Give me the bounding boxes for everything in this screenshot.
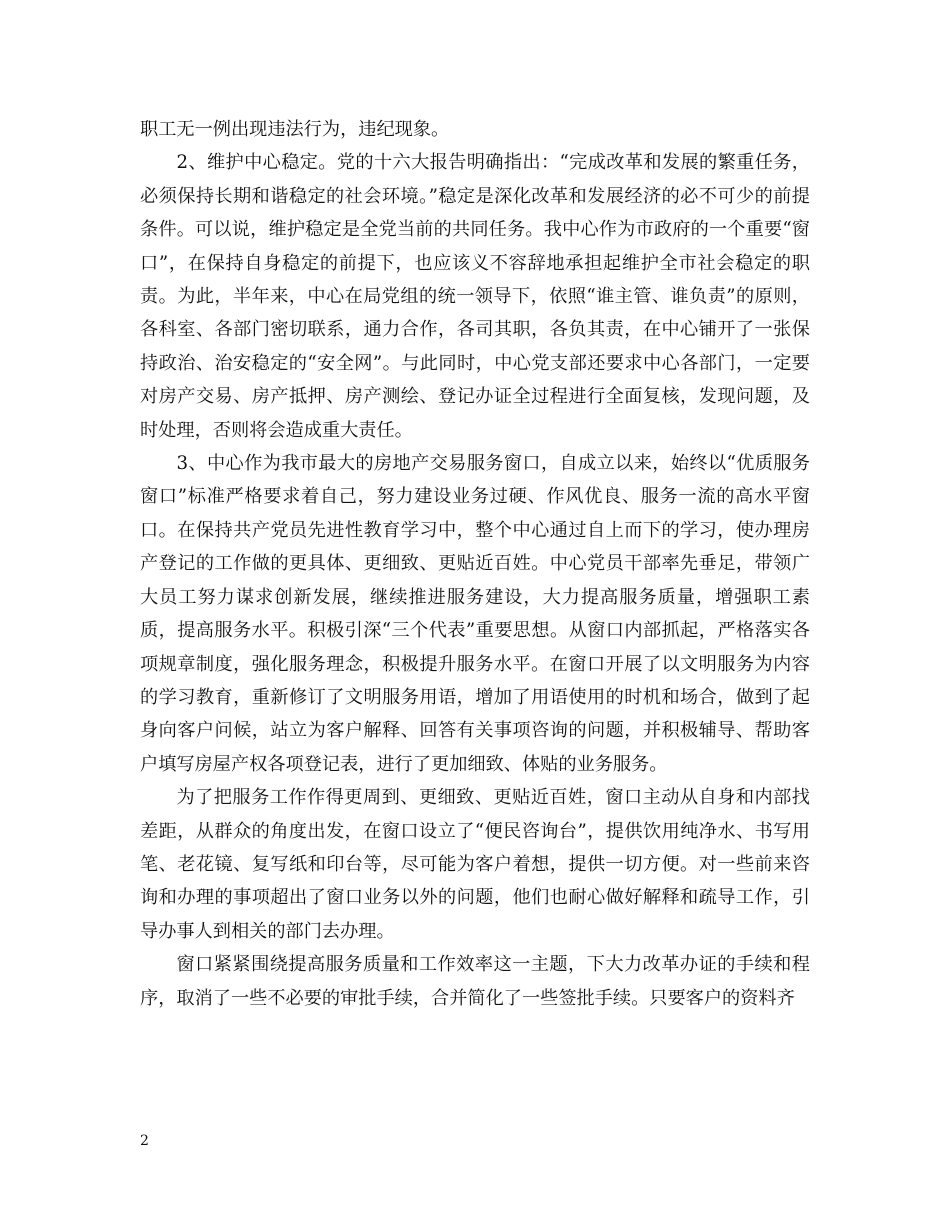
paragraph-2: 2、维护中心稳定。党的十六大报告明确指出：“完成改革和发展的繁重任务，必须保持长期和谐稳定的社会环境。”稳定是深化改革和发展经济的必不可少的前提条件。可以说，维护稳定是全党当前的共同任务。我中心作为市政府的一个重要“窗口”，在保持自身稳定的前提下，也应该义不容辞地承担起维护全市社会稳定的职责。为此，半年来，中心在局党组的统一领导下，依照“谁主管、谁负责”的原则，各科室、各部门密切联系，通力合作，各司其职，各负其责，在中心铺开了一张保持政治、治安稳定的“安全网”。与此同时，中心党支部还要求中心各部门，一定要对房产交易、房产抵押、房产测绘、登记办证全过程进行全面复核，发现问题，及时处理，否则将会造成重大责任。 (140, 152, 810, 441)
document-body (140, 113, 810, 1015)
paragraph-5: 窗口紧紧围绕提高服务质量和工作效率这一主题，下大力改革办证的手续和程序，取消了一些不必要的审批手续，合并简化了一些签批手续。只要客户的资料齐 (140, 954, 810, 1009)
paragraph-4: 为了把服务工作作得更周到、更细致、更贴近百姓，窗口主动从自身和内部找差距，从群众的角度出发，在窗口设立了“便民咨询台”，提供饮用纯净水、书写用笔、老花镜、复写纸和印台等，尽可能为客户着想，提供一切方便。对一些前来咨询和办理的事项超出了窗口业务以外的问题，他们也耐心做好解释和疏导工作，引导办事人到相关的部门去办理。 (140, 787, 810, 942)
paragraph-1: 职工无一例出现违法行为，违纪现象。 (140, 119, 450, 140)
paragraph-3: 3、中心作为我市最大的房地产交易服务窗口，自成立以来，始终以“优质服务窗口”标准严格要求着自己，努力建设业务过硬、作风优良、服务一流的高水平窗口。在保持共产党员先进性教育学习中，整个中心通过自上而下的学习，使办理房产登记的工作做的更具体、更细致、更贴近百姓。中心党员干部率先垂足，带领广大员工努力谋求创新发展，继续推进服务建设，大力提高服务质量，增强职工素质，提高服务水平。积极引深“三个代表”重要思想。从窗口内部抓起，严格落实各项规章制度，强化服务理念，积极提升服务水平。在窗口开展了以文明服务为内容的学习教育，重新修订了文明服务用语，增加了用语使用的时机和场合，做到了起身向客户问候，站立为客户解释、回答有关事项咨询的问题，并积极辅导、帮助客户填写房屋产权各项登记表，进行了更加细致、体贴的业务服务。 (140, 453, 810, 775)
page-number: 2 (140, 1133, 149, 1149)
